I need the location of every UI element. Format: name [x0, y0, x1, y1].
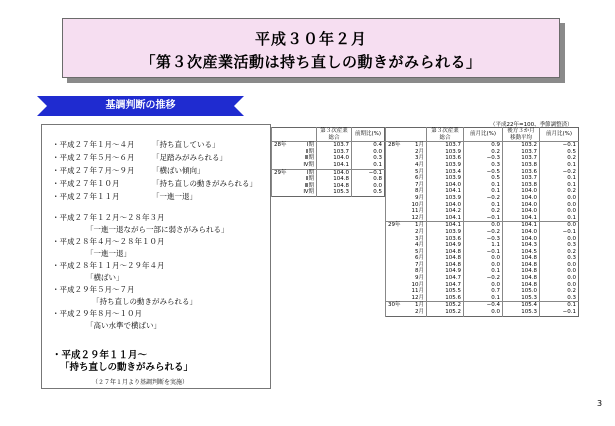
history-judgement: 「持ち直している」	[152, 140, 220, 149]
moving-average-cell: 103.6	[503, 169, 540, 176]
ma-change-cell: 0.0	[540, 275, 579, 282]
period-cell	[386, 255, 427, 262]
index-cell: 104.0	[427, 202, 464, 209]
moving-average-cell: 103.7	[503, 149, 540, 156]
change-cell: −0.1	[352, 169, 385, 176]
month-label: 4月	[415, 161, 424, 168]
table-row	[272, 189, 385, 196]
period-cell	[386, 229, 427, 236]
change-cell: 0.7	[464, 288, 503, 295]
history-judgement: 「一進一退ながら一部に弱さがみられる」	[86, 225, 229, 234]
ma-change-cell: 0.1	[540, 162, 579, 169]
mtable-header-index: 第３次産業 総合	[427, 128, 464, 142]
change-cell: 0.3	[352, 155, 385, 162]
history-period: ・平成２７年１２月～２８年３月	[52, 213, 165, 222]
index-cell: 103.9	[427, 229, 464, 236]
change-cell: 1.1	[464, 242, 503, 249]
index-cell: 104.8	[317, 183, 352, 190]
history-judgement: 「足踏みがみられる」	[152, 153, 227, 162]
change-cell: −0.3	[464, 236, 503, 243]
period-cell	[272, 162, 317, 169]
mtable-header-change: 前月比(%)	[464, 128, 503, 142]
table-row	[272, 162, 385, 169]
page-number: 3	[597, 399, 603, 408]
month-label: 10月	[411, 201, 424, 208]
period-cell	[272, 142, 317, 149]
month-label: 8月	[415, 268, 424, 275]
ma-change-cell: 0.2	[540, 155, 579, 162]
period-cell	[386, 275, 427, 282]
index-cell: 103.7	[317, 149, 352, 156]
moving-average-cell: 103.8	[503, 162, 540, 169]
month-label: 3月	[415, 155, 424, 162]
month-label: 1月	[415, 222, 424, 229]
ma-change-cell: −0.1	[540, 229, 579, 236]
period-cell	[272, 155, 317, 162]
table-row	[386, 302, 579, 309]
table-row	[386, 288, 579, 295]
index-cell: 103.6	[427, 155, 464, 162]
history-judgement: 「一進一退」	[152, 192, 197, 201]
period-cell	[386, 195, 427, 202]
period-cell	[386, 162, 427, 169]
month-label: 7月	[415, 181, 424, 188]
change-cell: 0.8	[352, 176, 385, 183]
month-label: 1月	[415, 142, 424, 149]
qtable-header-index: 第３次産業 総合	[317, 128, 352, 142]
period-cell	[272, 189, 317, 196]
index-cell: 104.9	[427, 268, 464, 275]
month-label: 2月	[415, 228, 424, 235]
source-note: （平成22年=100、季節調整済）	[490, 122, 573, 128]
history-period: ・平成２７年５月～６月	[52, 153, 135, 162]
period-cell	[386, 242, 427, 249]
period-cell	[386, 302, 427, 309]
year-label: 30年	[388, 302, 401, 309]
moving-average-cell: 104.0	[503, 236, 540, 243]
change-cell: 0.1	[464, 182, 503, 189]
index-cell: 104.8	[427, 249, 464, 256]
table-row	[386, 162, 579, 169]
period-cell	[386, 175, 427, 182]
ma-change-cell: −0.1	[540, 309, 579, 316]
change-cell: 0.0	[464, 255, 503, 262]
quarter-label: Ⅲ期	[304, 182, 314, 189]
panel-note: （２７年１月より基調判断を実施）	[92, 379, 189, 386]
index-cell: 104.7	[427, 275, 464, 282]
title-line2: 「第３次産業活動は持ち直しの動きがみられる」	[140, 53, 482, 71]
table-row	[386, 309, 579, 316]
history-period: ・平成２７年１１月	[52, 192, 120, 201]
year-label: 29年	[388, 222, 401, 229]
month-label: 5月	[415, 168, 424, 175]
month-label: 2月	[415, 309, 424, 316]
history-judgement: 「持ち直しの動きがみられる」	[152, 179, 257, 188]
ma-change-cell: 0.1	[540, 215, 579, 222]
table-row	[272, 155, 385, 162]
month-label: 6月	[415, 175, 424, 182]
history-judgement: 「横ばい傾向」	[152, 166, 205, 175]
change-cell: 0.4	[352, 142, 385, 149]
mtable-header-ma: 後方３か月 移動平均	[503, 128, 540, 142]
moving-average-cell: 104.8	[503, 275, 540, 282]
period-cell	[386, 208, 427, 215]
history-period: ・平成２７年７月～９月	[52, 166, 135, 175]
change-cell: 0.0	[464, 282, 503, 289]
index-cell: 104.8	[427, 262, 464, 269]
table-row	[386, 295, 579, 302]
index-cell: 105.5	[427, 288, 464, 295]
moving-average-cell: 104.8	[503, 282, 540, 289]
year-label: 29年	[274, 169, 287, 176]
table-row	[386, 275, 579, 282]
history-judgement: 「持ち直しの動きがみられる」	[92, 297, 197, 306]
moving-average-cell: 104.0	[503, 202, 540, 209]
history-judgement: 「高い水準で横ばい」	[86, 321, 161, 330]
period-cell	[386, 155, 427, 162]
index-cell: 103.6	[427, 236, 464, 243]
month-label: 1月	[415, 302, 424, 309]
index-cell: 104.0	[427, 182, 464, 189]
quarter-label: Ⅰ期	[306, 142, 314, 149]
table-row	[386, 215, 579, 222]
moving-average-cell: 104.0	[503, 188, 540, 195]
ma-change-cell: 0.1	[540, 302, 579, 309]
month-label: 2月	[415, 148, 424, 155]
moving-average-cell: 104.5	[503, 249, 540, 256]
moving-average-cell: 105.0	[503, 288, 540, 295]
change-cell: 0.0	[464, 309, 503, 316]
moving-average-cell: 104.8	[503, 255, 540, 262]
moving-average-cell: 105.3	[503, 295, 540, 302]
period-cell	[386, 295, 427, 302]
table-row	[272, 176, 385, 183]
index-cell: 104.1	[427, 215, 464, 222]
month-label: 9月	[415, 275, 424, 282]
ma-change-cell: 0.0	[540, 208, 579, 215]
change-cell: −0.2	[464, 229, 503, 236]
month-label: 12月	[411, 214, 424, 221]
ma-change-cell: 0.0	[540, 268, 579, 275]
latest-period: ・平成２９年１１月～	[52, 350, 148, 361]
quarter-label: Ⅱ期	[305, 176, 314, 183]
period-cell	[386, 222, 427, 229]
index-cell: 104.1	[427, 188, 464, 195]
quarter-label: Ⅰ期	[306, 169, 314, 176]
index-cell: 105.3	[317, 189, 352, 196]
quarter-label: Ⅱ期	[305, 148, 314, 155]
change-cell: −0.5	[464, 169, 503, 176]
change-cell: 0.1	[464, 202, 503, 209]
ma-change-cell: −0.2	[540, 169, 579, 176]
ma-change-cell: 0.0	[540, 282, 579, 289]
title-line1: 平成３０年２月	[254, 30, 367, 48]
table-row	[386, 255, 579, 262]
index-cell: 104.8	[427, 255, 464, 262]
period-cell	[386, 288, 427, 295]
moving-average-cell: 104.1	[503, 215, 540, 222]
moving-average-cell: 104.0	[503, 208, 540, 215]
index-cell: 104.1	[317, 162, 352, 169]
table-row	[386, 242, 579, 249]
quarter-label: Ⅳ期	[303, 161, 314, 168]
table-row	[386, 229, 579, 236]
ma-change-cell: 0.1	[540, 182, 579, 189]
change-cell: −0.3	[464, 155, 503, 162]
moving-average-cell: 103.2	[503, 142, 540, 149]
period-cell	[386, 142, 427, 149]
history-period: ・平成２７年１月～４月	[52, 140, 135, 149]
change-cell: 0.0	[464, 222, 503, 229]
month-label: 7月	[415, 261, 424, 268]
table-row	[386, 195, 579, 202]
index-cell: 105.2	[427, 302, 464, 309]
index-cell: 104.8	[317, 176, 352, 183]
ma-change-cell: 0.1	[540, 175, 579, 182]
quarter-label: Ⅲ期	[304, 155, 314, 162]
index-cell: 104.2	[427, 208, 464, 215]
moving-average-cell: 104.1	[503, 222, 540, 229]
history-period: ・平成２９年８月～１０月	[52, 309, 142, 318]
month-label: 3月	[415, 235, 424, 242]
month-label: 5月	[415, 248, 424, 255]
index-cell: 104.0	[317, 169, 352, 176]
change-cell: −0.2	[464, 195, 503, 202]
period-cell	[386, 188, 427, 195]
quarter-label: Ⅳ期	[303, 189, 314, 196]
table-row	[386, 188, 579, 195]
change-cell: 0.0	[464, 262, 503, 269]
ma-change-cell: 0.3	[540, 295, 579, 302]
period-cell	[272, 176, 317, 183]
table-row	[386, 142, 579, 149]
panel-heading: 基調判断の推移	[105, 100, 176, 111]
change-cell: 0.1	[464, 295, 503, 302]
ma-change-cell: 0.5	[540, 149, 579, 156]
ma-change-cell: 0.3	[540, 242, 579, 249]
moving-average-cell: 105.3	[503, 309, 540, 316]
qtable-header-change: 前期比(%)	[352, 128, 385, 142]
ma-change-cell: −0.1	[540, 142, 579, 149]
month-label: 9月	[415, 194, 424, 201]
index-cell: 105.2	[427, 309, 464, 316]
change-cell: 0.1	[464, 268, 503, 275]
ma-change-cell: 0.0	[540, 222, 579, 229]
month-label: 10月	[411, 281, 424, 288]
change-cell: 0.1	[464, 188, 503, 195]
change-cell: 0.9	[464, 142, 503, 149]
ma-change-cell: 0.0	[540, 262, 579, 269]
table-row	[272, 183, 385, 190]
index-cell: 105.6	[427, 295, 464, 302]
change-cell: −0.1	[464, 249, 503, 256]
month-label: 12月	[411, 294, 424, 301]
year-label: 28年	[274, 142, 287, 149]
ma-change-cell: 0.2	[540, 249, 579, 256]
moving-average-cell: 103.7	[503, 155, 540, 162]
table-row	[272, 169, 385, 176]
change-cell: 0.2	[464, 149, 503, 156]
moving-average-cell: 103.8	[503, 182, 540, 189]
index-cell: 104.7	[427, 282, 464, 289]
index-cell: 104.0	[317, 155, 352, 162]
change-cell: 0.5	[352, 189, 385, 196]
moving-average-cell: 103.7	[503, 175, 540, 182]
month-label: 4月	[415, 242, 424, 249]
index-cell: 103.9	[427, 162, 464, 169]
moving-average-cell: 104.3	[503, 242, 540, 249]
ma-change-cell: 0.0	[540, 202, 579, 209]
change-cell: 0.1	[352, 162, 385, 169]
index-cell: 103.7	[317, 142, 352, 149]
history-period: ・平成２８年４月～２８年１０月	[52, 237, 165, 246]
month-label: 8月	[415, 188, 424, 195]
change-cell: −0.4	[464, 302, 503, 309]
moving-average-cell: 104.8	[503, 262, 540, 269]
change-cell: −0.2	[464, 275, 503, 282]
table-row	[272, 142, 385, 149]
history-period: ・平成２９年５月～７月	[52, 285, 135, 294]
title-banner	[62, 18, 560, 78]
table-row	[272, 149, 385, 156]
index-cell: 103.9	[427, 149, 464, 156]
moving-average-cell: 104.0	[503, 229, 540, 236]
ma-change-cell: 0.2	[540, 288, 579, 295]
ma-change-cell: 0.0	[540, 236, 579, 243]
moving-average-cell: 104.0	[503, 195, 540, 202]
index-cell: 103.9	[427, 195, 464, 202]
latest-judgement: 「持ち直しの動きがみられる」	[60, 362, 194, 373]
table-row	[386, 175, 579, 182]
change-cell: 0.5	[464, 175, 503, 182]
history-judgement: 「一進一退」	[86, 249, 131, 258]
index-cell: 103.7	[427, 142, 464, 149]
ma-change-cell: 0.0	[540, 195, 579, 202]
change-cell: 0.2	[464, 208, 503, 215]
history-period: ・平成２７年１０月	[52, 179, 120, 188]
period-cell	[386, 309, 427, 316]
quarterly-table	[271, 127, 385, 197]
table-row	[386, 155, 579, 162]
period-cell	[386, 215, 427, 222]
history-period: ・平成２８年１１月～２９年４月	[52, 261, 165, 270]
change-cell: −0.1	[464, 215, 503, 222]
ma-change-cell: 0.2	[540, 188, 579, 195]
month-label: 11月	[411, 208, 424, 215]
moving-average-cell: 105.4	[503, 302, 540, 309]
month-label: 6月	[415, 255, 424, 262]
moving-average-cell: 104.8	[503, 268, 540, 275]
table-row	[386, 222, 579, 229]
change-cell: 0.0	[352, 149, 385, 156]
month-label: 11月	[411, 288, 424, 295]
ma-change-cell: 0.3	[540, 255, 579, 262]
monthly-table	[385, 127, 579, 317]
change-cell: 0.3	[464, 162, 503, 169]
history-judgement: 「横ばい」	[86, 273, 124, 282]
change-cell: 0.0	[352, 183, 385, 190]
index-cell: 104.1	[427, 222, 464, 229]
index-cell: 103.4	[427, 169, 464, 176]
year-label: 28年	[388, 142, 401, 149]
index-cell: 104.9	[427, 242, 464, 249]
mtable-header-ma-change: 前月比(%)	[540, 128, 579, 142]
index-cell: 103.9	[427, 175, 464, 182]
table-row	[386, 208, 579, 215]
